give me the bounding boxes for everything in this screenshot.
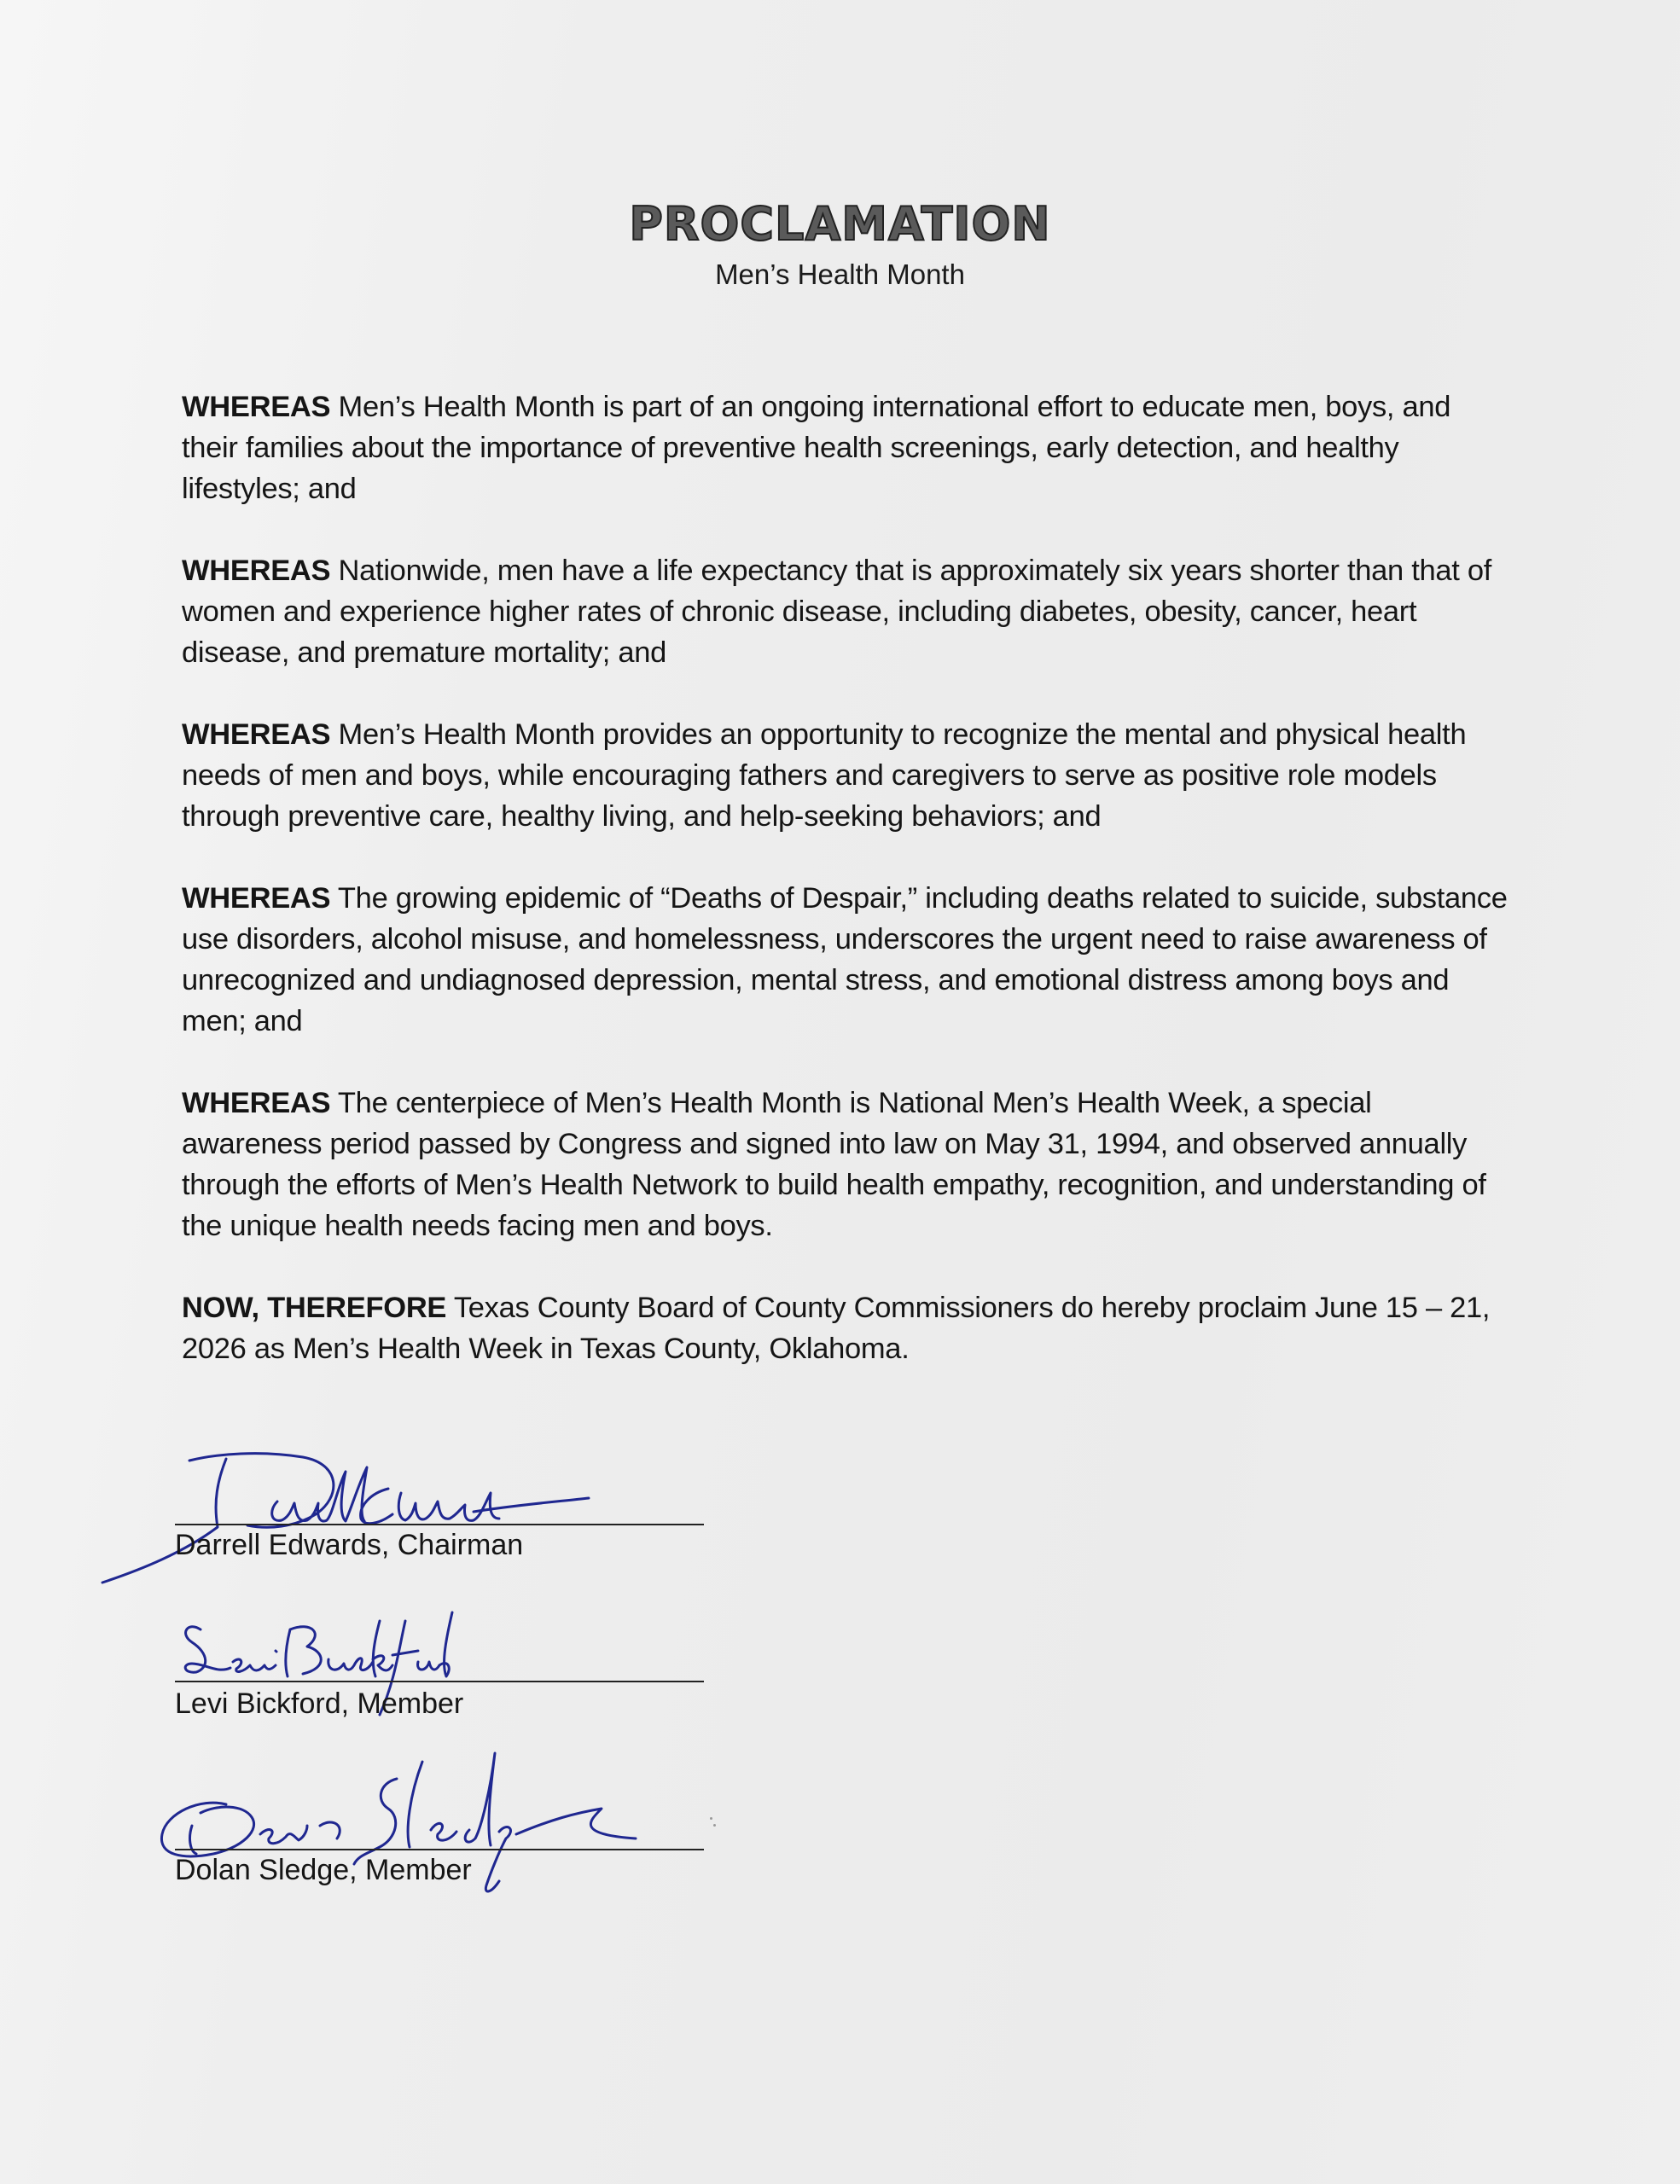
signature-line <box>175 1524 704 1525</box>
whereas-paragraph-3 <box>182 714 1513 837</box>
signatory-label: Darrell Edwards, Chairman <box>175 1529 524 1561</box>
paragraph-lead: WHEREAS <box>182 391 331 423</box>
signatory-label: Levi Bickford, Member <box>175 1687 464 1720</box>
whereas-paragraph-5 <box>182 1083 1513 1246</box>
document-header <box>0 195 1680 293</box>
paper-speck <box>710 1817 712 1820</box>
whereas-paragraph-1 <box>182 386 1513 509</box>
document-title: PROCLAMATION <box>629 197 1051 251</box>
signature-block-chairman <box>175 1442 704 1578</box>
therefore-paragraph <box>182 1287 1513 1369</box>
proclamation-body <box>182 386 1513 1410</box>
paragraph-text: The centerpiece of Men’s Health Month is National Men’s Health Week, a special awareness period passed by Congress and signed into law on May 31, 1994, and observed annually through the efforts of Men’s Health Network to build health empathy, recognition, and understanding of the unique health needs facing men and boys. <box>182 1087 1486 1242</box>
whereas-paragraph-4 <box>182 878 1513 1042</box>
document-subtitle: Men’s Health Month <box>715 258 965 290</box>
signature-block-member-2 <box>175 1745 704 1898</box>
paragraph-text: The growing epidemic of “Deaths of Despair,” including deaths related to suicide, substance use disorders, alcohol misuse, and homelessness, underscores the urgent need to raise awareness of unrecognized and undiagnosed depression, mental stress, and emotional distress among boys and men; and <box>182 882 1508 1037</box>
signature-line <box>175 1849 704 1850</box>
paragraph-text: Men’s Health Month is part of an ongoing international effort to educate men, boys, and their families about the importance of preventive health screenings, early detection, and healthy lifestyles; and <box>182 391 1451 505</box>
signature-block-member-1 <box>175 1604 704 1732</box>
paragraph-lead: NOW, THEREFORE <box>182 1292 447 1324</box>
whereas-paragraph-2 <box>182 550 1513 673</box>
paragraph-text: Nationwide, men have a life expectancy that is approximately six years shorter than that of women and experience higher rates of chronic disease, including diabetes, obesity, cancer, heart disease, and premature mortality; and <box>182 555 1492 669</box>
signatory-label: Dolan Sledge, Member <box>175 1854 472 1886</box>
paragraph-text: Texas County Board of County Commissioners do hereby proclaim June 15 – 21, 2026 as Men’s Health Week in Texas County, Oklahoma. <box>182 1292 1491 1365</box>
paragraph-text: Men’s Health Month provides an opportunity to recognize the mental and physical health needs of men and boys, while encouraging fathers and caregivers to serve as positive role models through preventive care, healthy living, and help-seeking behaviors; and <box>182 718 1467 833</box>
paragraph-lead: WHEREAS <box>182 718 331 751</box>
paragraph-lead: WHEREAS <box>182 1087 331 1119</box>
paragraph-lead: WHEREAS <box>182 555 331 587</box>
paper-speck <box>713 1824 716 1827</box>
signature-line <box>175 1681 704 1682</box>
paragraph-lead: WHEREAS <box>182 882 331 915</box>
